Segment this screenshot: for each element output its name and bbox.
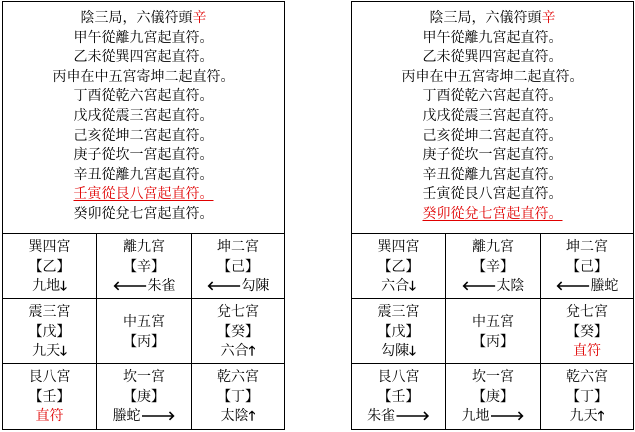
palace-star: 勾陳 (241, 278, 270, 294)
rule-line-highlighted: 壬寅從艮八宮起直符。 (73, 186, 214, 203)
arrow-right-icon: 🡒 (489, 409, 525, 424)
palace-star: 螣蛇 (590, 278, 619, 294)
palace-grid (3, 234, 284, 429)
arrow-right-icon: 🡒 (395, 409, 430, 424)
rule-line: 壬寅從艮八宮起直符。 (422, 186, 563, 203)
palace-stem: 【丙】 (123, 333, 165, 350)
palace-name: 坎一宮 (472, 369, 514, 385)
palace-cell-kan (97, 364, 192, 429)
palace-name: 震三宮 (28, 304, 71, 320)
palace-name: 乾六宮 (217, 369, 259, 385)
palace-stem: 【己】 (217, 258, 259, 275)
arrow-up-icon: 🡑 (248, 409, 256, 424)
chart-header (352, 2, 633, 234)
rule-line: 甲午從離九宮起直符。 (422, 29, 563, 46)
palace-name: 巽四宮 (28, 239, 71, 255)
palace-cell-center (97, 299, 192, 364)
rule-line: 甲午從離九宮起直符。 (73, 29, 214, 46)
rule-line: 辛丑從離九宮起直符。 (422, 166, 563, 183)
palace-cell-gen (3, 364, 97, 429)
arrow-up-icon: 🡑 (597, 409, 605, 424)
palace-star: 朱雀 (367, 408, 396, 424)
palace-name: 兌七宮 (217, 304, 259, 320)
palace-star: 六合 (381, 278, 410, 294)
palace-name: 艮八宮 (28, 369, 71, 385)
palace-stem: 【辛】 (123, 258, 165, 275)
palace-star: 朱雀 (147, 278, 176, 294)
palace-star: 六合 (220, 343, 249, 359)
palace-stem: 【戊】 (28, 323, 71, 340)
arrow-up-icon: 🡑 (248, 344, 256, 359)
rule-line-highlighted: 癸卯從兌七宮起直符。 (422, 205, 563, 222)
arrow-left-icon: 🡐 (206, 279, 242, 294)
rule-line: 戊戌從震三宮起直符。 (422, 107, 563, 124)
palace-stem: 【壬】 (377, 388, 420, 405)
palace-stem: 【丁】 (217, 388, 259, 405)
palace-cell-zhen (352, 299, 446, 364)
palace-cell-li (446, 234, 541, 299)
qimen-chart-right (351, 1, 634, 430)
rule-line: 癸卯從兌七宮起直符。 (73, 205, 214, 222)
palace-cell-li (97, 234, 192, 299)
palace-stem: 【癸】 (217, 323, 259, 340)
rule-line: 辛丑從離九宮起直符。 (73, 166, 214, 183)
palace-star: 太陰 (220, 408, 249, 424)
rule-line: 庚子從坎一宮起直符。 (422, 147, 563, 164)
palace-cell-qian (192, 364, 284, 429)
palace-name: 兌七宮 (566, 304, 608, 320)
arrow-left-icon: 🡐 (461, 279, 497, 294)
arrow-left-icon: 🡐 (112, 279, 148, 294)
palace-star: 螣蛇 (112, 408, 141, 424)
palace-name: 坤二宮 (566, 239, 608, 255)
palace-cell-dui (192, 299, 284, 364)
palace-stem: 【壬】 (28, 388, 71, 405)
palace-star: 勾陳 (381, 343, 410, 359)
palace-cell-xun (352, 234, 446, 299)
palace-cell-kun (192, 234, 284, 299)
title-highlight: 辛 (541, 10, 556, 26)
arrow-down-icon: 🡓 (409, 279, 416, 294)
palace-star: 九天 (32, 343, 61, 359)
palace-stem: 【辛】 (472, 258, 514, 275)
palace-name: 乾六宮 (566, 369, 608, 385)
chart-title: 陰三局，六儀符頭辛 (429, 10, 556, 26)
rule-line: 己亥從坤二宮起直符。 (73, 127, 214, 144)
palace-stem: 【癸】 (566, 323, 608, 340)
palace-name: 艮八宮 (377, 369, 420, 385)
palace-star-highlighted: 直符 (573, 343, 601, 359)
palace-name: 離九宮 (123, 239, 165, 255)
rule-line: 乙未從巽四宮起直符。 (73, 49, 214, 66)
rule-line: 庚子從坎一宮起直符。 (73, 147, 214, 164)
arrow-right-icon: 🡒 (140, 409, 176, 424)
palace-name: 中五宮 (123, 314, 165, 330)
palace-stem: 【丁】 (566, 388, 608, 405)
palace-cell-qian (541, 364, 633, 429)
rule-line: 丁酉從乾六宮起直符。 (422, 88, 563, 105)
rule-line: 丙申在中五宮寄坤二起直符。 (401, 68, 584, 85)
palace-stem: 【己】 (566, 258, 608, 275)
palace-star: 九地 (461, 408, 490, 424)
palace-star: 九地 (32, 278, 61, 294)
rule-line: 己亥從坤二宮起直符。 (422, 127, 563, 144)
palace-cell-kun (541, 234, 633, 299)
palace-cell-center (446, 299, 541, 364)
palace-stem: 【乙】 (28, 258, 71, 275)
palace-name: 中五宮 (472, 314, 514, 330)
palace-name: 離九宮 (472, 239, 514, 255)
arrow-left-icon: 🡐 (555, 279, 591, 294)
qimen-chart-left (2, 1, 285, 430)
arrow-down-icon: 🡓 (409, 344, 416, 359)
palace-cell-xun (3, 234, 97, 299)
title-highlight: 辛 (192, 10, 207, 26)
palace-name: 坎一宮 (123, 369, 165, 385)
rule-line: 戊戌從震三宮起直符。 (73, 107, 214, 124)
rule-line: 丁酉從乾六宮起直符。 (73, 88, 214, 105)
palace-name: 巽四宮 (377, 239, 420, 255)
arrow-down-icon: 🡓 (60, 344, 67, 359)
palace-grid (352, 234, 633, 429)
palace-stem: 【戊】 (377, 323, 420, 340)
arrow-down-icon: 🡓 (60, 279, 67, 294)
palace-cell-kan (446, 364, 541, 429)
rule-line: 丙申在中五宮寄坤二起直符。 (52, 68, 235, 85)
palace-stem: 【丙】 (472, 333, 514, 350)
palace-name: 震三宮 (377, 304, 420, 320)
chart-title: 陰三局，六儀符頭辛 (80, 10, 207, 26)
palace-stem: 【乙】 (377, 258, 420, 275)
chart-header (3, 2, 284, 234)
palace-cell-gen (352, 364, 446, 429)
palace-star-highlighted: 直符 (35, 408, 64, 424)
palace-star: 九天 (569, 408, 598, 424)
palace-name: 坤二宮 (217, 239, 259, 255)
palace-stem: 【庚】 (123, 388, 165, 405)
palace-stem: 【庚】 (472, 388, 514, 405)
palace-star: 太陰 (496, 278, 525, 294)
palace-cell-zhen (3, 299, 97, 364)
rule-line: 乙未從巽四宮起直符。 (422, 49, 563, 66)
palace-cell-dui (541, 299, 633, 364)
